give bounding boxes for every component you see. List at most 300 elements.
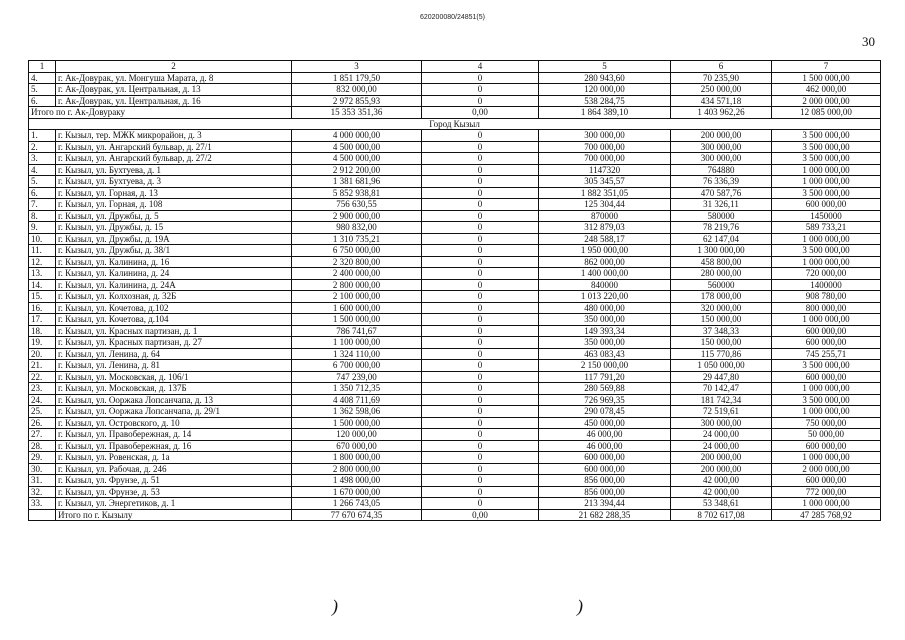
table-row [29, 498, 881, 510]
table-cell: 5 852 938,81 [292, 187, 422, 199]
table-cell: г. Ак-Довурак, ул. Центральная, д. 16 [56, 95, 292, 107]
table-cell: 458 800,00 [671, 256, 772, 268]
table-cell: 15 353 351,36 [292, 107, 422, 119]
table-cell: 856 000,00 [539, 486, 671, 498]
table-cell: 600 000,00 [772, 371, 881, 383]
table-cell: 1 100 000,00 [292, 337, 422, 349]
table-cell: 200 000,00 [671, 130, 772, 142]
table-row [29, 371, 881, 383]
table-cell: 50 000,00 [772, 429, 881, 441]
table-cell: 0 [422, 130, 539, 142]
table-cell: 470 587,76 [671, 187, 772, 199]
table-cell: 0 [422, 486, 539, 498]
table-row [29, 84, 881, 96]
table-cell: 300 000,00 [539, 130, 671, 142]
table-cell: 600 000,00 [772, 475, 881, 487]
table-cell: Итого по г. Кызылу [56, 509, 292, 521]
table-cell: 27. [29, 429, 56, 441]
table-cell: 1 500 000,00 [772, 72, 881, 84]
table-cell: 3 500 000,00 [772, 245, 881, 257]
column-number: 5 [539, 61, 671, 73]
table-cell: 31. [29, 475, 56, 487]
table-cell: 463 083,43 [539, 348, 671, 360]
housing-register-table [28, 60, 881, 521]
table-cell: 6. [29, 95, 56, 107]
table-cell: 856 000,00 [539, 475, 671, 487]
table-cell: 14. [29, 279, 56, 291]
table-cell: 0,00 [422, 509, 539, 521]
table-cell: 22. [29, 371, 56, 383]
table-cell: 0 [422, 302, 539, 314]
table-cell: 300 000,00 [671, 141, 772, 153]
table-cell: 0 [422, 360, 539, 372]
table-cell: 42 000,00 [671, 486, 772, 498]
table-cell: 580000 [671, 210, 772, 222]
table-cell: 47 285 768,92 [772, 509, 881, 521]
column-number: 1 [29, 61, 56, 73]
table-cell: 538 284,75 [539, 95, 671, 107]
table-cell: 2 972 855,93 [292, 95, 422, 107]
table-cell: г. Кызыл, ул. Бухтуева, д. 1 [56, 164, 292, 176]
table-cell: 76 336,39 [671, 176, 772, 188]
table-cell: г. Кызыл, ул. Дружбы, д. 38/1 [56, 245, 292, 257]
table-cell: 1 000 000,00 [772, 406, 881, 418]
table-cell: 150 000,00 [671, 314, 772, 326]
table-cell: 0 [422, 475, 539, 487]
table-cell: 1 050 000,00 [671, 360, 772, 372]
column-number: 3 [292, 61, 422, 73]
table-row [29, 222, 881, 234]
table-cell: 1 000 000,00 [772, 498, 881, 510]
table-cell: 1 310 735,21 [292, 233, 422, 245]
table-row [29, 394, 881, 406]
table-cell: 0 [422, 325, 539, 337]
table-cell: 24 000,00 [671, 429, 772, 441]
table-cell: г. Ак-Довурак, ул. Монгуша Марата, д. 8 [56, 72, 292, 84]
table-cell: 2 912 200,00 [292, 164, 422, 176]
table-cell: 300 000,00 [671, 417, 772, 429]
total-row [29, 107, 881, 119]
table-cell: 29. [29, 452, 56, 464]
table-cell: 28. [29, 440, 56, 452]
table-cell: 300 000,00 [671, 153, 772, 165]
table-row [29, 463, 881, 475]
table-cell: 150 000,00 [671, 337, 772, 349]
table-cell: 1 851 179,50 [292, 72, 422, 84]
table-cell: 2 800 000,00 [292, 279, 422, 291]
table-cell: г. Кызыл, ул. Дружбы, д. 15 [56, 222, 292, 234]
table-cell: 450 000,00 [539, 417, 671, 429]
table-cell: 1147320 [539, 164, 671, 176]
table-cell: 589 733,21 [772, 222, 881, 234]
table-cell: 181 742,34 [671, 394, 772, 406]
table-cell: 0 [422, 429, 539, 441]
table-cell: 1 000 000,00 [772, 452, 881, 464]
table-cell: 312 879,03 [539, 222, 671, 234]
table-cell: 600 000,00 [539, 463, 671, 475]
table-cell: г. Кызыл, ул. Ленина, д. 64 [56, 348, 292, 360]
table-cell: г. Кызыл, ул. Кочетова, д.102 [56, 302, 292, 314]
table-cell: 120 000,00 [539, 84, 671, 96]
table-row [29, 348, 881, 360]
table-cell: г. Кызыл, ул. Ангарский бульвар, д. 27/1 [56, 141, 292, 153]
table-cell: 23. [29, 383, 56, 395]
table-cell: 62 147,04 [671, 233, 772, 245]
table-cell: 1. [29, 130, 56, 142]
table-cell: 434 571,18 [671, 95, 772, 107]
table-cell: 46 000,00 [539, 440, 671, 452]
table-cell: 24. [29, 394, 56, 406]
table-cell: г. Кызыл, ул. Правобережная, д. 14 [56, 429, 292, 441]
table-cell: 4. [29, 72, 56, 84]
table-cell: 17. [29, 314, 56, 326]
table-cell: 1 882 351,05 [539, 187, 671, 199]
table-cell: 77 670 674,35 [292, 509, 422, 521]
table-cell: 0 [422, 245, 539, 257]
table-cell: г. Кызыл, ул. Горная, д. 108 [56, 199, 292, 211]
table-cell: 15. [29, 291, 56, 303]
table-cell: 908 780,00 [772, 291, 881, 303]
total-label: Итого по г. Ак-Довураку [29, 107, 292, 119]
table-cell: 350 000,00 [539, 337, 671, 349]
table-cell: 213 394,44 [539, 498, 671, 510]
table-cell: 980 832,00 [292, 222, 422, 234]
table-cell: 726 969,35 [539, 394, 671, 406]
table-cell: 1 000 000,00 [772, 383, 881, 395]
table-cell: 1 000 000,00 [772, 233, 881, 245]
table-cell: г. Кызыл, тер. МЖК микрорайон, д. 3 [56, 130, 292, 142]
table-cell: 3 500 000,00 [772, 141, 881, 153]
table-cell: 0 [422, 452, 539, 464]
table-cell: 24 000,00 [671, 440, 772, 452]
table-cell: г. Кызыл, ул. Островского, д. 10 [56, 417, 292, 429]
table-cell: 21. [29, 360, 56, 372]
table-cell: 21 682 288,35 [539, 509, 671, 521]
table-cell: 0 [422, 371, 539, 383]
table-cell: 4 500 000,00 [292, 141, 422, 153]
table-cell: 280 000,00 [671, 268, 772, 280]
table-cell: 200 000,00 [671, 452, 772, 464]
table-cell: 2 000 000,00 [772, 463, 881, 475]
table-cell: 0 [422, 256, 539, 268]
table-cell: 1 300 000,00 [671, 245, 772, 257]
table-cell: 1 362 598,06 [292, 406, 422, 418]
table-row [29, 233, 881, 245]
table-cell: 1 000 000,00 [772, 314, 881, 326]
document-id: 620200080/24851(5) [419, 14, 485, 21]
table-row [29, 153, 881, 165]
column-number-row [29, 61, 881, 73]
table-cell: 1 500 000,00 [292, 417, 422, 429]
table-cell: 1 800 000,00 [292, 452, 422, 464]
table-row [29, 210, 881, 222]
table-cell: г. Кызыл, ул. Калинина, д. 16 [56, 256, 292, 268]
table-cell: 0,00 [422, 107, 539, 119]
table-cell: 31 326,11 [671, 199, 772, 211]
table-row [29, 95, 881, 107]
table-row [29, 417, 881, 429]
table-cell: 1 500 000,00 [292, 314, 422, 326]
table-cell: 1 000 000,00 [772, 176, 881, 188]
table-cell: 2 400 000,00 [292, 268, 422, 280]
table-cell: 0 [422, 394, 539, 406]
table-cell: 6 700 000,00 [292, 360, 422, 372]
table-cell: 600 000,00 [772, 337, 881, 349]
table-cell: 53 348,61 [671, 498, 772, 510]
table-row [29, 245, 881, 257]
column-number: 2 [56, 61, 292, 73]
table-cell: 1 950 000,00 [539, 245, 671, 257]
table-cell: г. Кызыл, ул. Московская, д. 106/1 [56, 371, 292, 383]
table-cell: 0 [422, 222, 539, 234]
table-cell: 750 000,00 [772, 417, 881, 429]
table-row [29, 72, 881, 84]
table-cell: 20. [29, 348, 56, 360]
table-cell: 1 864 389,10 [539, 107, 671, 119]
table-row [29, 429, 881, 441]
table-cell: 0 [422, 440, 539, 452]
table-cell: 16. [29, 302, 56, 314]
table-cell: 13. [29, 268, 56, 280]
table-cell: 4 408 711,69 [292, 394, 422, 406]
table-cell: 720 000,00 [772, 268, 881, 280]
table-cell: 4 000 000,00 [292, 130, 422, 142]
table-cell: 120 000,00 [292, 429, 422, 441]
table-cell: г. Кызыл, ул. Фрунзе, д. 51 [56, 475, 292, 487]
table-cell: 12. [29, 256, 56, 268]
table-cell: 18. [29, 325, 56, 337]
table-cell: 149 393,34 [539, 325, 671, 337]
table-cell: 33. [29, 498, 56, 510]
table-cell: 0 [422, 291, 539, 303]
table-row [29, 452, 881, 464]
table-cell: г. Кызыл, ул. Московская, д. 137Б [56, 383, 292, 395]
table-cell: 1450000 [772, 210, 881, 222]
table-cell: 1 013 220,00 [539, 291, 671, 303]
table-cell: г. Кызыл, ул. Красных партизан, д. 1 [56, 325, 292, 337]
table-row [29, 486, 881, 498]
table-cell: 0 [422, 498, 539, 510]
table-cell: 0 [422, 187, 539, 199]
table-cell: 1 403 962,26 [671, 107, 772, 119]
table-cell: 2 320 800,00 [292, 256, 422, 268]
table-row [29, 279, 881, 291]
table-cell: г. Кызыл, ул. Энергетиков, д. 1 [56, 498, 292, 510]
table-cell: 800 000,00 [772, 302, 881, 314]
table-cell: 3 500 000,00 [772, 187, 881, 199]
table-cell: 248 588,17 [539, 233, 671, 245]
table-cell: 2. [29, 141, 56, 153]
signature-mark: ) [577, 596, 583, 616]
table-cell: 764880 [671, 164, 772, 176]
table-cell: 670 000,00 [292, 440, 422, 452]
column-number: 4 [422, 61, 539, 73]
table-row [29, 176, 881, 188]
table-cell: 480 000,00 [539, 302, 671, 314]
table-cell: 870000 [539, 210, 671, 222]
table-cell: 1 498 000,00 [292, 475, 422, 487]
table-cell: 0 [422, 153, 539, 165]
table-cell: г. Кызыл, ул. Бухтуева, д. 3 [56, 176, 292, 188]
table-cell: г. Кызыл, ул. Кочетова, д.104 [56, 314, 292, 326]
table-cell: 700 000,00 [539, 153, 671, 165]
table-cell: г. Кызыл, ул. Дружбы, д. 5 [56, 210, 292, 222]
table-cell: 1 000 000,00 [772, 256, 881, 268]
page-number: 30 [862, 34, 875, 49]
table-cell: 178 000,00 [671, 291, 772, 303]
table-cell: 125 304,44 [539, 199, 671, 211]
table-cell: 786 741,67 [292, 325, 422, 337]
table-cell: г. Кызыл, ул. Ленина, д. 81 [56, 360, 292, 372]
table-cell: 26. [29, 417, 56, 429]
table-cell: 600 000,00 [539, 452, 671, 464]
table-cell: 0 [422, 72, 539, 84]
table-cell: 11. [29, 245, 56, 257]
table-row [29, 268, 881, 280]
column-number: 7 [772, 61, 881, 73]
table-cell: 2 150 000,00 [539, 360, 671, 372]
table-cell: 832 000,00 [292, 84, 422, 96]
table-cell: г. Кызыл, ул. Ооржака Лопсанчапа, д. 13 [56, 394, 292, 406]
table-cell: 2 800 000,00 [292, 463, 422, 475]
table-row [29, 360, 881, 372]
table-cell: 0 [422, 164, 539, 176]
table-cell: 72 519,61 [671, 406, 772, 418]
table-cell: г. Кызыл, ул. Красных партизан, д. 27 [56, 337, 292, 349]
table-cell: 8 702 617,08 [671, 509, 772, 521]
table-cell: г. Кызыл, ул. Калинина, д. 24 [56, 268, 292, 280]
table-cell: 200 000,00 [671, 463, 772, 475]
table-cell: г. Кызыл, ул. Дружбы, д. 19А [56, 233, 292, 245]
table-row [29, 383, 881, 395]
table-cell: 3 500 000,00 [772, 153, 881, 165]
table-cell: 600 000,00 [772, 440, 881, 452]
table-cell: 1 000 000,00 [772, 164, 881, 176]
table-cell: 3 500 000,00 [772, 394, 881, 406]
table-cell: 0 [422, 383, 539, 395]
table-cell: 1 381 681,96 [292, 176, 422, 188]
table-cell: 5. [29, 176, 56, 188]
table-cell: 10. [29, 233, 56, 245]
table-cell: 4 500 000,00 [292, 153, 422, 165]
table-cell: 29 447,80 [671, 371, 772, 383]
table-cell: 117 791,20 [539, 371, 671, 383]
table-cell: 9. [29, 222, 56, 234]
table-cell: 1 350 712,35 [292, 383, 422, 395]
table-cell: 30. [29, 463, 56, 475]
table-cell: 862 000,00 [539, 256, 671, 268]
table-cell: 42 000,00 [671, 475, 772, 487]
table-cell: 0 [422, 141, 539, 153]
section-row [29, 118, 881, 130]
table-cell: 560000 [671, 279, 772, 291]
table-cell: 4. [29, 164, 56, 176]
table-cell: 1 324 110,00 [292, 348, 422, 360]
table-cell: 5. [29, 84, 56, 96]
table-cell: 280 943,60 [539, 72, 671, 84]
table-row [29, 141, 881, 153]
table-cell: 745 255,71 [772, 348, 881, 360]
signature-mark: ) [332, 596, 338, 616]
table-row [29, 256, 881, 268]
table-cell [29, 509, 56, 521]
table-cell: 1 670 000,00 [292, 486, 422, 498]
table-cell: 0 [422, 406, 539, 418]
table-cell: 280 569,88 [539, 383, 671, 395]
table-cell: г. Кызыл, ул. Ангарский бульвар, д. 27/2 [56, 153, 292, 165]
table-cell: 78 219,76 [671, 222, 772, 234]
table-cell: 0 [422, 176, 539, 188]
section-title: Город Кызыл [29, 118, 881, 130]
table-cell: 0 [422, 463, 539, 475]
table-cell: 600 000,00 [772, 199, 881, 211]
table-cell: г. Кызыл, ул. Ровенская, д. 1а [56, 452, 292, 464]
table-row [29, 314, 881, 326]
table-row [29, 475, 881, 487]
table-cell: 1 266 743,05 [292, 498, 422, 510]
table-cell: г. Кызыл, ул. Горная, д. 13 [56, 187, 292, 199]
table-row [29, 325, 881, 337]
table-cell: г. Ак-Довурак, ул. Центральная, д. 13 [56, 84, 292, 96]
table-cell: 250 000,00 [671, 84, 772, 96]
table-row [29, 130, 881, 142]
table-cell: 6 750 000,00 [292, 245, 422, 257]
table-cell: 0 [422, 210, 539, 222]
total-row [29, 509, 881, 521]
table-cell: 305 345,57 [539, 176, 671, 188]
table-cell: 350 000,00 [539, 314, 671, 326]
table-cell: г. Кызыл, ул. Рабочая, д. 246 [56, 463, 292, 475]
table-cell: г. Кызыл, ул. Правобережная, д. 16 [56, 440, 292, 452]
table-cell: г. Кызыл, ул. Калинина, д. 24А [56, 279, 292, 291]
table-row [29, 199, 881, 211]
table-cell: 0 [422, 84, 539, 96]
table-cell: 700 000,00 [539, 141, 671, 153]
table-cell: 7. [29, 199, 56, 211]
table-cell: 70 235,90 [671, 72, 772, 84]
column-number: 6 [671, 61, 772, 73]
table-cell: 2 100 000,00 [292, 291, 422, 303]
table-cell: 1400000 [772, 279, 881, 291]
table-cell: 756 630,55 [292, 199, 422, 211]
table-cell: 37 348,33 [671, 325, 772, 337]
table-cell: 0 [422, 337, 539, 349]
table-cell: 0 [422, 417, 539, 429]
table-cell: 0 [422, 233, 539, 245]
table-cell: 32. [29, 486, 56, 498]
table-cell: 3 500 000,00 [772, 360, 881, 372]
table-body [29, 61, 881, 521]
table-cell: 6. [29, 187, 56, 199]
table-cell: 70 142,47 [671, 383, 772, 395]
table-cell: 747 239,00 [292, 371, 422, 383]
table-cell: 3. [29, 153, 56, 165]
table-cell: 600 000,00 [772, 325, 881, 337]
table-cell: г. Кызыл, ул. Ооржака Лопсанчапа, д. 29/1 [56, 406, 292, 418]
table-cell: 19. [29, 337, 56, 349]
table-row [29, 291, 881, 303]
table-cell: 8. [29, 210, 56, 222]
table-cell: 1 400 000,00 [539, 268, 671, 280]
table-cell: 12 085 000,00 [772, 107, 881, 119]
table-cell: 115 770,86 [671, 348, 772, 360]
table-cell: 462 000,00 [772, 84, 881, 96]
table-cell: 0 [422, 314, 539, 326]
table-row [29, 187, 881, 199]
table-cell: г. Кызыл, ул. Фрунзе, д. 53 [56, 486, 292, 498]
table-cell: 0 [422, 199, 539, 211]
table-cell: г. Кызыл, ул. Колхозная, д. 32Б [56, 291, 292, 303]
